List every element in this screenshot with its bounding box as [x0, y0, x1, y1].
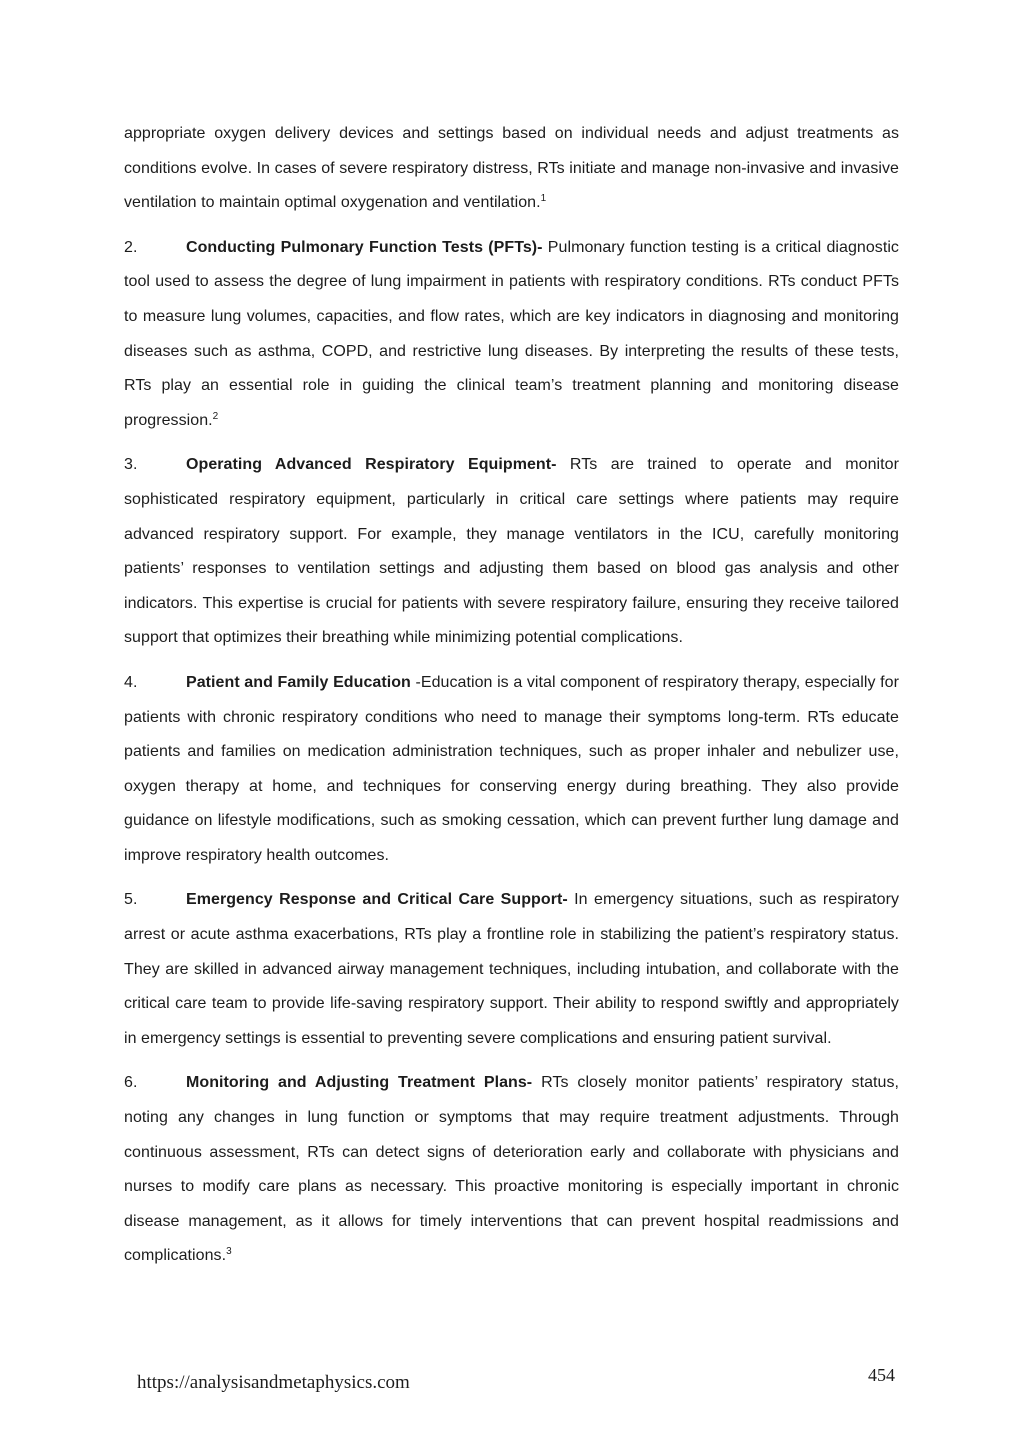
list-item: [124, 231, 899, 439]
item-number: 3.: [124, 456, 138, 474]
item-heading: Patient and Family Education: [186, 673, 411, 691]
footnote-ref: 1: [540, 193, 547, 205]
item-text: Pulmonary function testing is a critical diagnostic tool used to assess the degree of lung impairment in patients with respiratory conditions. RTs conduct PFTs to measure lung volumes, capacities, and flow rates, which are key indicators in diagnosing and monitoring diseases such as asthma, COPD, and restrictive lung diseases. By interpreting the results of these tests, RTs play an essential role in guiding the clinical team’s treatment planning and monitoring disease progression.: [124, 238, 899, 429]
list-item: [124, 883, 899, 1056]
item-heading: Emergency Response and Critical Care Support-: [186, 891, 568, 909]
item-text: -Education is a vital component of respiratory therapy, especially for patients with chronic respiratory conditions who need to manage their symptoms long-term. RTs educate patients and families on medication administration techniques, such as proper inhaler and nebulizer use, oxygen therapy at home, and techniques for conserving energy during breathing. They also provide guidance on lifestyle modifications, such as smoking cessation, which can prevent further lung damage and improve respiratory health outcomes.: [124, 673, 899, 864]
item-text: RTs are trained to operate and monitor sophisticated respiratory equipment, particularly in critical care settings where patients may require advanced respiratory support. For example, they manage ventilators in the ICU, carefully monitoring patients’ responses to ventilation settings and adjusting them based on blood gas analysis and other indicators. This expertise is crucial for patients with severe respiratory failure, ensuring they receive tailored support that optimizes their breathing while minimizing potential complications.: [124, 456, 899, 647]
page-number: 454: [868, 1365, 895, 1385]
item-number: 4.: [124, 673, 138, 691]
intro-text: appropriate oxygen delivery devices and settings based on individual needs and adjust treatments as conditions evolve. In cases of severe respiratory distress, RTs initiate and manage non-invasive and invasive ventilation to maintain optimal oxygenation and ventilation.: [124, 125, 899, 212]
footnote-ref: 3: [226, 1246, 232, 1258]
item-number: 5.: [124, 891, 138, 909]
item-text: RTs closely monitor patients’ respiratory status, noting any changes in lung function or symptoms that may require treatment adjustments. Through continuous assessment, RTs can detect signs of deterioration early and collaborate with physicians and nurses to modify care plans as necessary. This proactive monitoring is especially important in chronic disease management, as it allows for timely interventions that can prevent hospital readmissions and complications.: [124, 1074, 900, 1265]
body-text: [124, 117, 899, 1284]
footer-url[interactable]: https://analysisandmetaphysics.com: [137, 1372, 410, 1393]
item-heading: Conducting Pulmonary Function Tests (PFTs)-: [186, 238, 543, 256]
list-item: [124, 1066, 899, 1274]
list-item: [124, 666, 899, 874]
item-text: In emergency situations, such as respiratory arrest or acute asthma exacerbations, RTs play a frontline role in stabilizing the patient’s respiratory status. They are skilled in advanced airway management techniques, including intubation, and collaborate with the critical care team to provide life-saving respiratory support. Their ability to respond swiftly and appropriately in emergency settings is essential to preventing severe complications and ensuring patient survival.: [124, 891, 899, 1047]
item-heading: Monitoring and Adjusting Treatment Plans-: [186, 1074, 533, 1092]
intro-paragraph: [124, 117, 899, 221]
item-heading: Operating Advanced Respiratory Equipment-: [186, 456, 557, 474]
list-item: [124, 448, 899, 656]
item-number: 2.: [124, 238, 138, 256]
footnote-ref: 2: [212, 410, 219, 422]
item-number: 6.: [124, 1074, 138, 1092]
